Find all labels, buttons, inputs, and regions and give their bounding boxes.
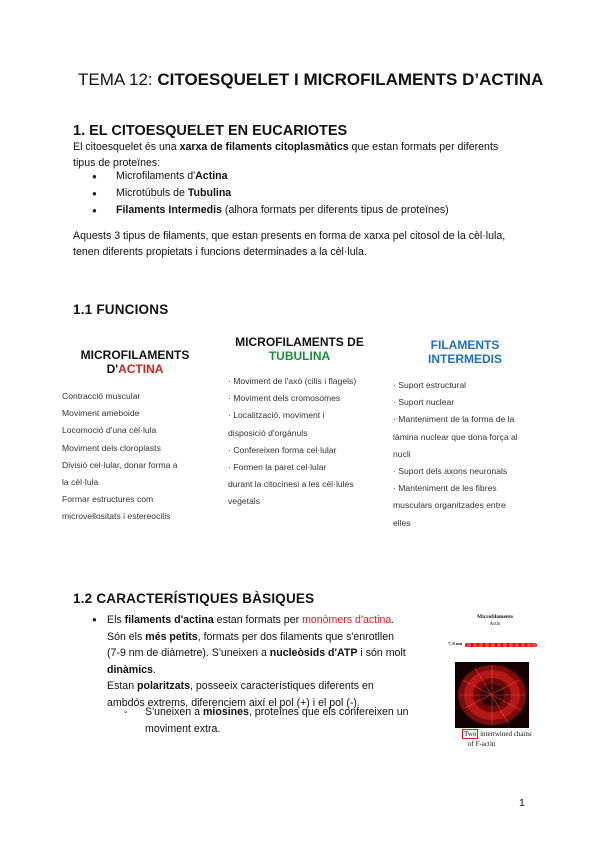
section-heading-characteristics: 1.2 CARACTERÍSTIQUES BÀSIQUES [73, 591, 315, 606]
page-title: TEMA 12: CITOESQUELET I MICROFILAMENTS D’ACTINA [78, 70, 544, 89]
intermediate-functions-list [393, 377, 543, 532]
list-item: Divisió cel·lular, donar forma a [62, 459, 178, 470]
list-item: musculars organitzades entre [393, 500, 506, 511]
sub-bullet-dash: - [124, 706, 128, 718]
list-item: · Localització, moviment i [228, 410, 325, 421]
list-item: Moviment ameboide [62, 408, 140, 419]
tubulin-column-title: MICROFILAMENTS DE TUBULINA [235, 335, 364, 363]
filaments-paragraph: Aquests 3 tipus de filaments, que estan presents en forma de xarxa pel citosol de la cèl·lula, tenen diferents propietats i funcions determinades a la cèl·lula. [73, 230, 506, 258]
list-item: Locomoció d'una cèl·lula [62, 425, 157, 436]
list-item: elles [393, 517, 411, 528]
list-item: la cèl·lula [62, 477, 99, 488]
list-item: vegetals [228, 496, 261, 507]
list-item: Moviment dels cloroplasts [62, 442, 161, 453]
cell-micrograph [455, 662, 529, 728]
actin-figure [445, 610, 545, 770]
list-item: · Suport estructural [393, 380, 467, 390]
list-item: ● Microtúbuls de Tubulina [92, 185, 449, 202]
list-item: · Formen la paret cel·lular [228, 462, 327, 473]
list-item: · Moviment de l'axó (cilis i flagels) [228, 376, 357, 386]
bullet-dot: ● [92, 615, 97, 624]
list-item: · Confereixen forma cel·lular [228, 444, 337, 455]
list-item: disposició d'orgànuls [228, 427, 308, 438]
tubulin-functions-list [228, 373, 388, 511]
figure-subtitle: Actin [489, 622, 501, 627]
list-item: · Manteniment de les fibres [393, 483, 497, 494]
actin-functions-list [62, 388, 212, 526]
actin-chain-illustration [465, 641, 537, 649]
filament-types-list [92, 168, 449, 219]
figure-title: Microfilaments [477, 614, 513, 620]
list-item: Formar estructures com [62, 494, 154, 505]
list-item: ● Filaments Intermedis (alhora formats per diferents tipus de proteïnes) [92, 202, 449, 219]
list-item: durant la citocinesi a les cèl·lules [228, 479, 354, 490]
list-item: ● Microfilaments d'Actina [92, 168, 449, 185]
actin-column-title: MICROFILAMENTS D'ACTINA [80, 348, 190, 376]
list-item: Contracció muscular [62, 391, 141, 401]
intro-paragraph: El citoesquelet és una xarxa de filaments citoplasmàtics que estan formats per diferents tipus de proteïnes: [73, 141, 499, 169]
list-item: làmina nuclear que dona força al [393, 431, 518, 442]
list-item: · Suport nuclear [393, 397, 455, 408]
intermediate-column-title: FILAMENTS INTERMEDIS [427, 338, 502, 366]
list-item: · Suport dels axons neuronals [393, 466, 508, 477]
figure-caption: Two intertwined chains [464, 730, 532, 738]
myosin-paragraph: S'uneixen a miosines, proteïnes que els confereixen un moviment extra. [145, 706, 409, 735]
figure-caption-line2: of F-actin [468, 740, 496, 748]
actin-characteristics-paragraph: Els filaments d'actina estan formats per monòmers d'actina. Són els més petits, formats per dos filaments que s'enrotllen (7-9 nm de diàmetre). S'uneixen a nucleòsids d'ATP i són molt dinàmics. Estan polaritzats, posseeix característiques diferents en ambdós extrems, diferenciem així el pol (+) i el pol (-). [107, 614, 406, 709]
list-item: microvellositats i estereocilis [62, 511, 171, 522]
page-number: 1 [519, 797, 525, 809]
section-heading-functions: 1.1 FUNCIONS [73, 302, 169, 317]
figure-scale-label: 7–9 nm [448, 641, 463, 646]
list-item: · Manteniment de la forma de la [393, 414, 515, 425]
section-heading-1: 1. EL CITOESQUELET EN EUCARIOTES [73, 123, 348, 139]
list-item: · Moviment dels cromosomes [228, 393, 341, 404]
list-item: nucli [393, 448, 411, 459]
